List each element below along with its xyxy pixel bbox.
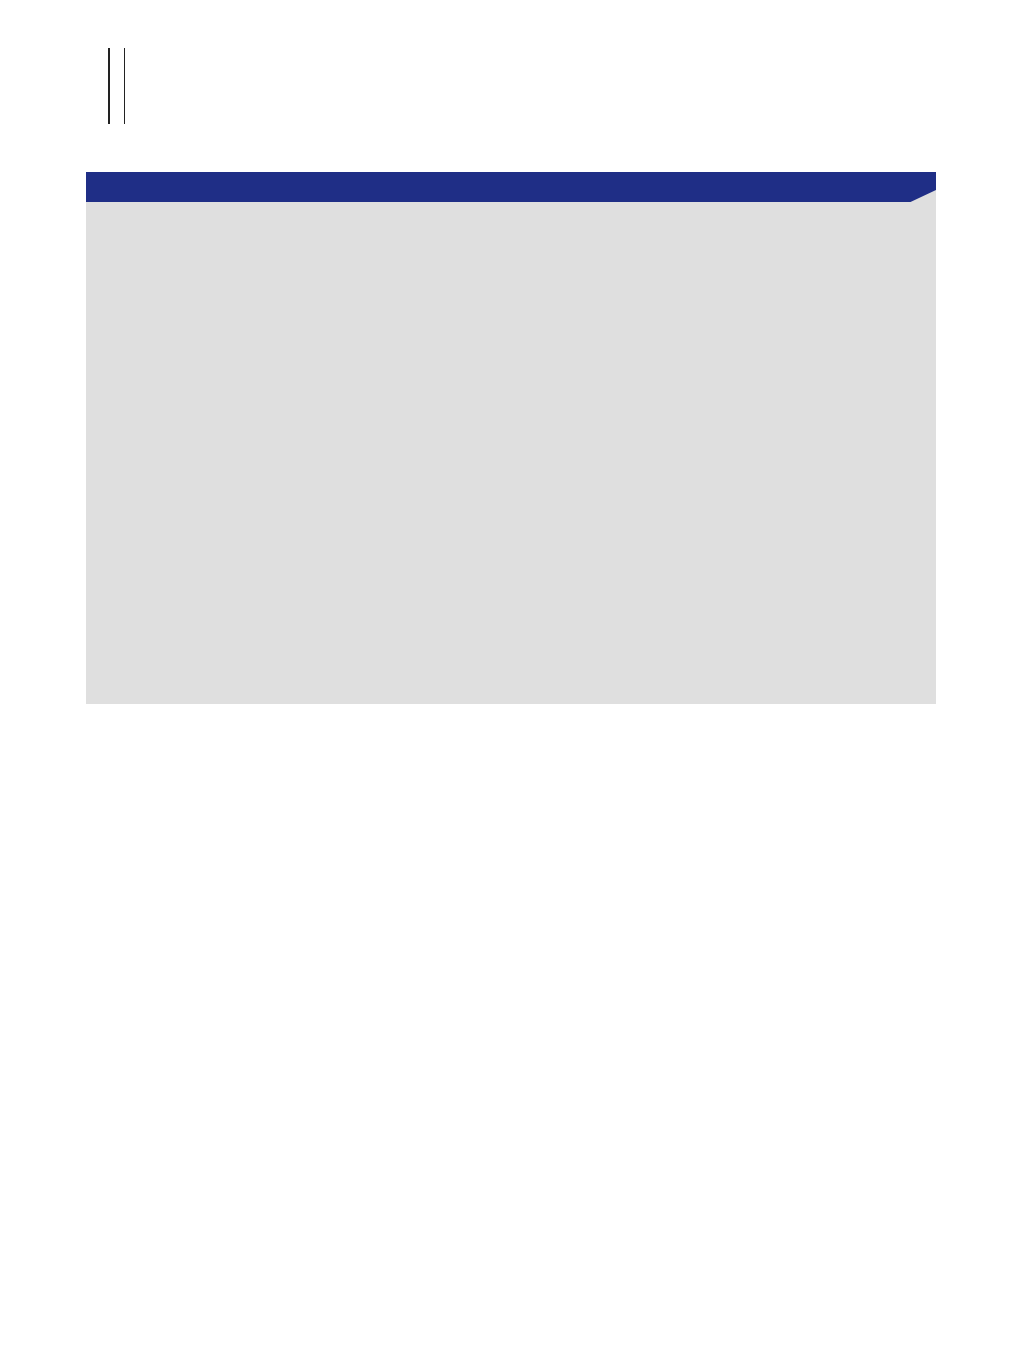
body-column-2 <box>377 718 646 1298</box>
review-kicker <box>84 48 102 124</box>
section-header <box>84 48 131 124</box>
article-body <box>86 718 938 1298</box>
section-title <box>116 48 118 124</box>
body-column-1 <box>86 718 355 1298</box>
body-column-3 <box>669 718 938 1298</box>
sidebar-column-2 <box>522 220 916 690</box>
sidebar-title <box>86 172 936 202</box>
sidebar-box <box>86 172 936 704</box>
sidebar-column-1 <box>108 220 502 690</box>
header-divider-2 <box>124 48 126 124</box>
header-divider <box>108 48 110 124</box>
